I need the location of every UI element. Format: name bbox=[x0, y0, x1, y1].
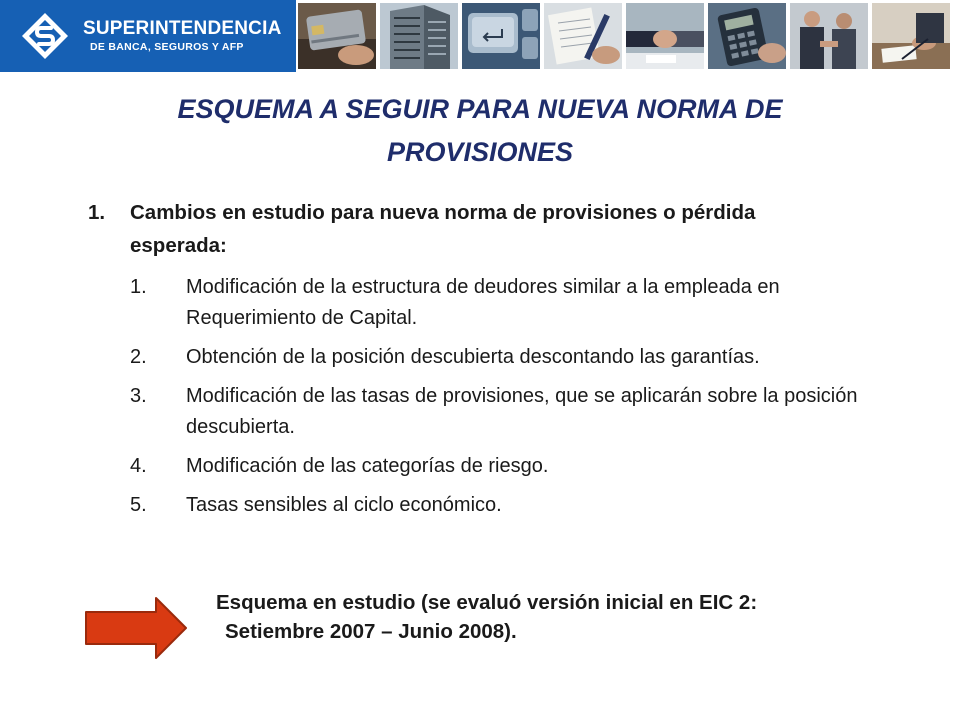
list-item bbox=[130, 451, 890, 482]
list-item-number: 3. bbox=[130, 385, 147, 407]
slide-title-line1: ESQUEMA A SEGUIR PARA NUEVA NORMA DE bbox=[177, 94, 783, 124]
slide-title-line2: PROVISIONES bbox=[386, 137, 574, 167]
businessmen-photo bbox=[790, 3, 868, 69]
list-item bbox=[130, 490, 890, 521]
slide-title bbox=[60, 88, 900, 174]
list-item-number: 4. bbox=[130, 455, 147, 477]
list-item-number: 1. bbox=[130, 276, 147, 298]
list-item-text: Tasas sensibles al ciclo económico. bbox=[186, 494, 502, 516]
sub-list bbox=[130, 272, 890, 529]
credit-card-photo bbox=[298, 3, 376, 69]
note-line1: Esquema en estudio (se evaluó versión inicial en EIC 2: bbox=[216, 591, 758, 614]
list-item bbox=[130, 381, 890, 443]
list-item-text: Modificación de la estructura de deudores similar a la empleada en Requerimiento de Capital. bbox=[186, 276, 780, 329]
main-list-item bbox=[88, 196, 848, 262]
list-item bbox=[130, 342, 890, 373]
list-item-number: 2. bbox=[130, 346, 147, 368]
stationery-photo bbox=[544, 3, 622, 69]
meeting-photo bbox=[872, 3, 950, 69]
building-photo bbox=[380, 3, 458, 69]
logo bbox=[0, 0, 296, 72]
calculator-photo bbox=[708, 3, 786, 69]
bottom-note bbox=[216, 588, 856, 646]
main-item-text: Cambios en estudio para nueva norma de provisiones o pérdida esperada: bbox=[130, 201, 756, 257]
list-item-text: Modificación de las tasas de provisiones, que se aplicarán sobre la posición descubierta. bbox=[186, 385, 858, 438]
logo-subtitle: DE BANCA, SEGUROS Y AFP bbox=[90, 41, 244, 53]
list-item-text: Modificación de las categorías de riesgo. bbox=[186, 455, 549, 477]
list-item bbox=[130, 272, 890, 334]
list-item-text: Obtención de la posición descubierta descontando las garantías. bbox=[186, 346, 760, 368]
note-line2: Setiembre 2007 – Junio 2008). bbox=[225, 620, 517, 643]
keyboard-enter-photo bbox=[462, 3, 540, 69]
sbs-diamond-icon bbox=[20, 11, 70, 61]
header-banner bbox=[0, 0, 960, 72]
logo-title: SUPERINTENDENCIA bbox=[83, 18, 282, 39]
right-arrow-icon bbox=[84, 596, 188, 660]
list-item-number: 5. bbox=[130, 494, 147, 516]
main-item-number: 1. bbox=[88, 201, 106, 224]
handshake-photo bbox=[626, 3, 704, 69]
